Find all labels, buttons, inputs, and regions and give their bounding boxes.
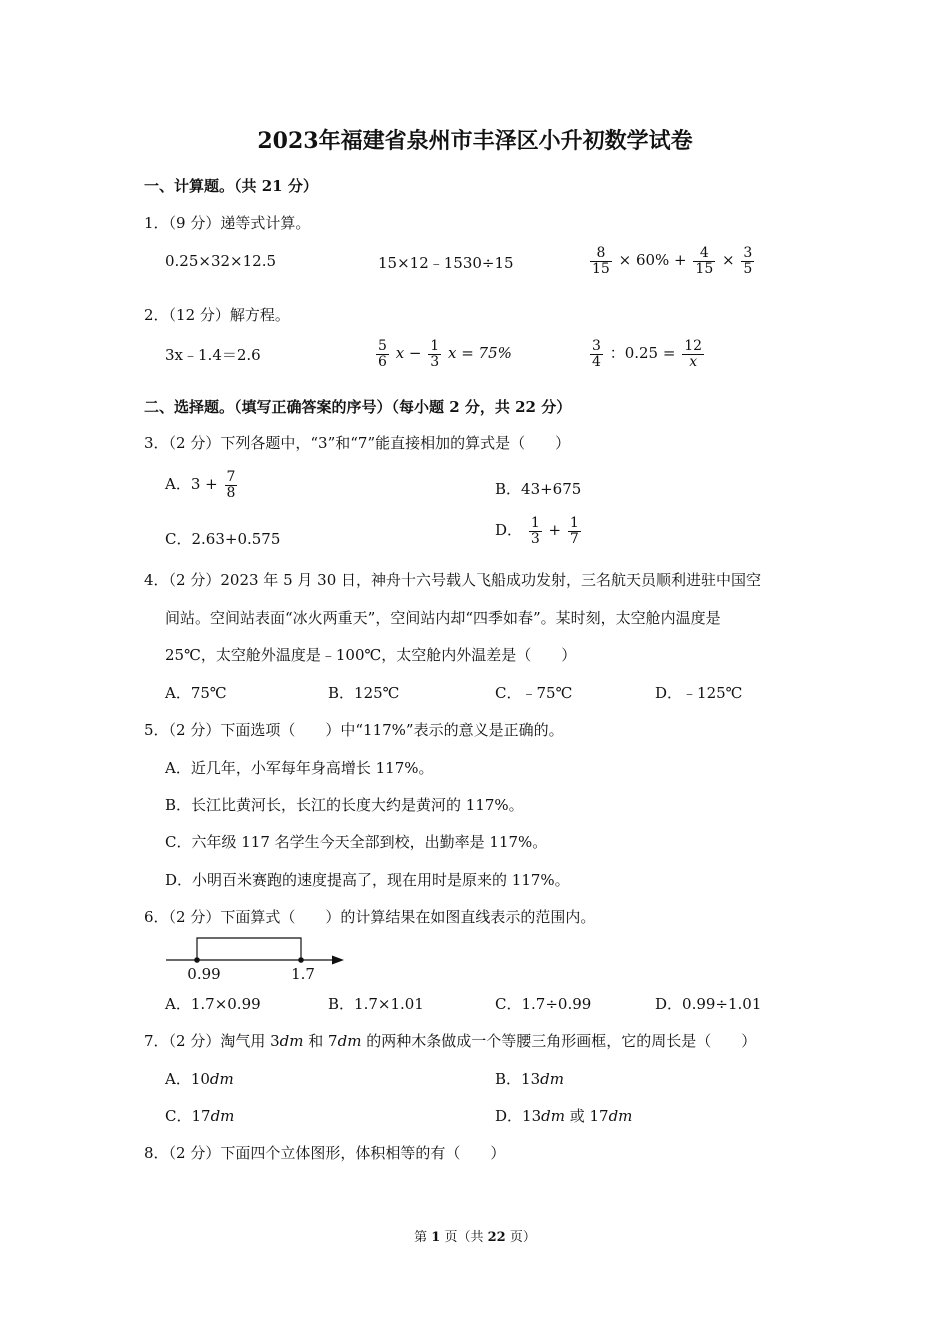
left-endpoint-dot: [194, 957, 200, 963]
q4-option-a: A．75℃: [165, 684, 227, 702]
q3-option-b: B．43+675: [495, 480, 582, 498]
q6-option-b: B．1.7×1.01: [328, 995, 424, 1013]
question-1-stem: 1．（9 分）递等式计算。: [144, 214, 311, 232]
number-line-arrow: [332, 956, 344, 965]
q7-option-d: D．13dm 或 17dm: [495, 1107, 633, 1125]
question-5-stem: 5．（2 分）下面选项（ ）中“117%”表示的意义是正确的。: [144, 721, 564, 739]
q7-option-c: C．17dm: [165, 1107, 235, 1125]
question-6-stem: 6．（2 分）下面算式（ ）的计算结果在如图直线表示的范围内。: [144, 908, 596, 926]
question-4-line-2: 间站。空间站表面“冰火两重天”，空间站内却“四季如春”。某时刻，太空舱内温度是: [165, 609, 721, 627]
left-endpoint-label: 0.99: [187, 965, 221, 983]
q6-option-a: A．1.7×0.99: [165, 995, 261, 1013]
q1-expression-2: 15×12﹣1530÷15: [378, 254, 514, 272]
question-8-stem: 8．（2 分）下面四个立体图形，体积相等的有（ ）: [144, 1144, 506, 1162]
q3-option-d: D． $\frac{1}{3}$ + $\frac{1}{7}$: [495, 515, 579, 547]
q5-option-a: A．近几年，小军每年身高增长 117%。: [165, 759, 434, 777]
question-7-stem: 7．（2 分）淘气用 3dm 和 7dm 的两种木条做成一个等腰三角形画框，它的周长是（ ）: [144, 1032, 757, 1050]
q5-option-b: B．长江比黄河长，长江的长度大约是黄河的 117%。: [165, 796, 524, 814]
q5-option-c: C．六年级 117 名学生今天全部到校，出勤率是 117%。: [165, 833, 548, 851]
q7-option-a: A．10dm: [165, 1070, 234, 1088]
q2-equation-1: 3x﹣1.4＝2.6: [165, 346, 261, 364]
q2-equation-3: $\frac{3}{4}$ ：0.25 = $\frac{12}{x}$: [592, 338, 703, 370]
range-bracket: [197, 938, 301, 960]
q3-option-a: A．3 + $\frac{7}{8}$: [165, 469, 236, 501]
q1-expression-1: 0.25×32×12.5: [165, 252, 277, 270]
q4-option-b: B．125℃: [328, 684, 400, 702]
question-3-stem: 3．（2 分）下列各题中，“3”和“7”能直接相加的算式是（ ）: [144, 434, 571, 452]
q1-expression-3: $\frac{8}{15}$ × 60% + $\frac{4}{15}$ × $\frac{3}{5}$: [592, 245, 753, 277]
question-4-line-1: 4．（2 分）2023 年 5 月 30 日，神舟十六号载人飞船成功发射，三名航天员顺利进驻中国空: [144, 571, 762, 589]
page-title: 2023年福建省泉州市丰泽区小升初数学试卷: [257, 128, 693, 154]
q4-option-d: D．﹣125℃: [655, 684, 743, 702]
question-2-stem: 2．（12 分）解方程。: [144, 306, 290, 324]
section-heading-1: 一、计算题。（共 21 分）: [144, 177, 318, 195]
q6-option-d: D．0.99÷1.01: [655, 995, 762, 1013]
question-4-line-3: 25℃，太空舱外温度是﹣100℃，太空舱内外温差是（ ）: [165, 646, 577, 664]
q4-option-c: C．﹣75℃: [495, 684, 573, 702]
q6-option-c: C．1.7÷0.99: [495, 995, 592, 1013]
right-endpoint-dot: [298, 957, 304, 963]
number-line-figure: [160, 930, 360, 986]
q7-option-b: B．13dm: [495, 1070, 564, 1088]
q5-option-d: D．小明百米赛跑的速度提高了，现在用时是原来的 117%。: [165, 871, 570, 889]
section-heading-2: 二、选择题。（填写正确答案的序号）（每小题 2 分，共 22 分）: [144, 398, 572, 416]
q3-option-c: C．2.63+0.575: [165, 530, 281, 548]
right-endpoint-label: 1.7: [291, 965, 315, 983]
q2-equation-2: $\frac{5}{6}$ x − $\frac{1}{3}$ x = 75%: [378, 338, 512, 370]
page-footer: 第 1 页（共 22 页）: [414, 1230, 536, 1245]
